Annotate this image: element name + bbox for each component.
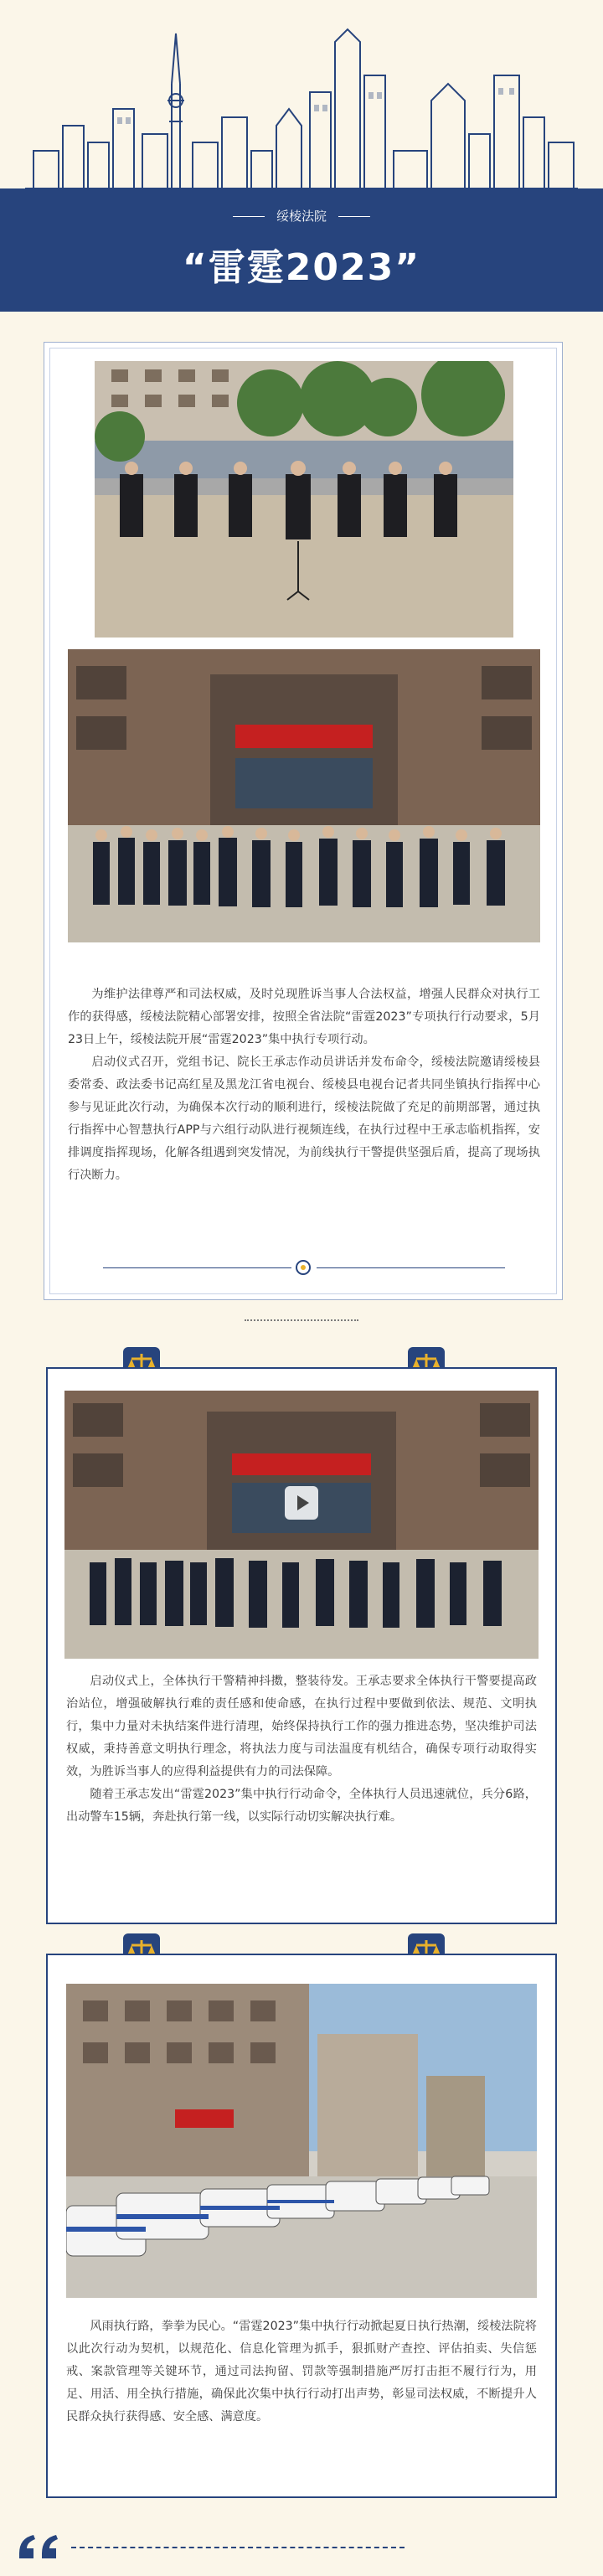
paragraph: 启动仪式上，全体执行干警精神抖擞，整装待发。王承志要求全体执行干警要提高政治站位，增强破解执行难的责任感和使命感，在执行过程中要做到依法、规范、文明执行，集中力量对未执结案件进行清理，始终保持执行工作的强力推进态势，坚决维护司法权威，秉持善意文明执行理念，将执法力度与司法温度有机结合，确保专项行动取得实效，为胜诉当事人的应得利益提供有力的司法保障。	[66, 1675, 537, 1778]
page-title: “雷霆2023”	[182, 246, 421, 289]
city-skyline-illustration	[25, 25, 578, 193]
card2-text	[66, 1670, 537, 1829]
play-icon[interactable]	[285, 1486, 318, 1520]
title-banner	[0, 188, 603, 312]
card3-text	[66, 2315, 537, 2429]
paragraph: 为维护法律尊严和司法权威，及时兑现胜诉当事人合法权益，增强人民群众对执行工作的获得感，绥棱法院精心部署安排，按照全省法院“雷霆2023”专项执行行动要求，5月23日上午，绥棱法院开展“雷霆2023”集中执行专项行动。	[68, 988, 540, 1046]
article-card-3	[46, 1954, 557, 2498]
quote-icon	[15, 2528, 65, 2562]
article-card-2	[46, 1367, 557, 1924]
police-cars-photo[interactable]	[66, 1984, 537, 2298]
paragraph: 随着王承志发出“雷霆2023”集中执行行动命令，全体执行人员迅速就位，兵分6路，出动警车15辆，奔赴执行第一线，以实际行动切实解决执行难。	[66, 1788, 537, 1824]
article-card-1	[44, 342, 563, 1300]
paragraph: 风雨执行路，拳拳为民心。“雷霆2023”集中执行行动掀起夏日执行热潮，绥棱法院将以此次行动为契机，以规范化、信息化管理为抓手，狠抓财产查控、评估拍卖、失信惩戒、案款管理等关键环节，通过司法拘留、罚款等强制措施严厉打击拒不履行行为，用足、用活、用全执行措施，确保此次集中执行行动打出声势，彰显司法权威，不断提升人民群众执行获得感、安全感、满意度。	[66, 2320, 537, 2424]
divider-left	[103, 1267, 291, 1268]
left-dash	[233, 216, 265, 217]
video-thumbnail[interactable]	[64, 1391, 539, 1659]
paragraph: 启动仪式召开，党组书记、院长王承志作动员讲话并发布命令，绥棱法院邀请绥棱县委常委、政法委书记高红星及黑龙江省电视台、绥棱县电视台记者共同坐镇执行指挥中心参与见证此次行动，为确保本次行动的顺利进行，绥棱法院做了充足的前期部署，通过执行指挥中心智慧执行APP与六组行动队进行视频连线，在执行过程中王承志临机指挥，安排调度指挥现场，化解各组遇到突发情况，为前线执行干警提供坚强后盾，提高了现场执行决断力。	[68, 1056, 540, 1182]
officials-group-photo[interactable]	[95, 361, 513, 638]
divider-right	[317, 1267, 505, 1268]
dotted-separator	[245, 1319, 358, 1321]
divider-dot-icon	[296, 1260, 311, 1275]
police-formation-photo[interactable]	[68, 649, 540, 942]
court-name: 绥棱法院	[276, 209, 327, 224]
card1-text	[68, 983, 540, 1187]
footer-dashed-line	[71, 2547, 405, 2548]
court-name-row	[0, 207, 603, 225]
right-dash	[338, 216, 370, 217]
page-header	[0, 0, 603, 312]
